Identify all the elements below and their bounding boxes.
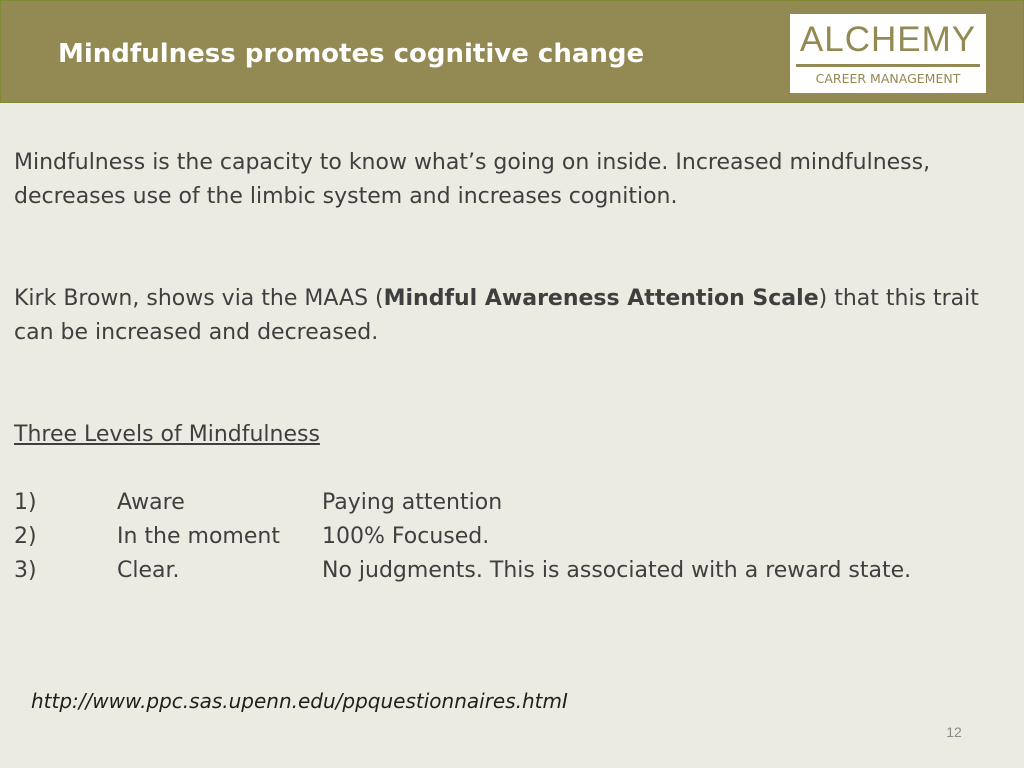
level-name: In the moment [117, 524, 280, 549]
level-description: 100% Focused. [322, 524, 490, 549]
level-number: 1) [14, 490, 37, 515]
level-name: Aware [117, 490, 185, 515]
title-bar [0, 0, 1024, 103]
level-row [0, 554, 1024, 588]
maas-scale-name: Mindful Awareness Attention Scale [383, 286, 819, 311]
level-row [0, 520, 1024, 554]
page-number: 12 [946, 724, 962, 740]
slide-title: Mindfulness promotes cognitive change [58, 39, 645, 69]
maas-paragraph [14, 282, 1004, 350]
maas-text-before: Kirk Brown, shows via the MAAS ( [14, 286, 384, 311]
level-row [0, 486, 1024, 520]
level-number: 3) [14, 558, 37, 583]
level-number: 2) [14, 524, 37, 549]
logo-wordmark: ALCHEMY [799, 20, 977, 59]
definition-paragraph: Mindfulness is the capacity to know what’s going on inside. Increased mindfulness, decreases use of the limbic system and increases cognition. [14, 150, 931, 209]
reference-url: http://www.ppc.sas.upenn.edu/ppquestionnaires.htmI [31, 689, 568, 713]
levels-heading: Three Levels of Mindfulness [14, 422, 320, 447]
logo-divider [796, 64, 980, 67]
level-description: Paying attention [322, 490, 503, 515]
maas-text-after: ) that this trait can be increased and decreased. [14, 286, 979, 345]
logo-subtitle: CAREER MANAGEMENT [815, 71, 961, 86]
level-name: Clear. [117, 558, 180, 583]
level-description: No judgments. This is associated with a reward state. [322, 558, 912, 583]
alchemy-logo [790, 14, 986, 93]
